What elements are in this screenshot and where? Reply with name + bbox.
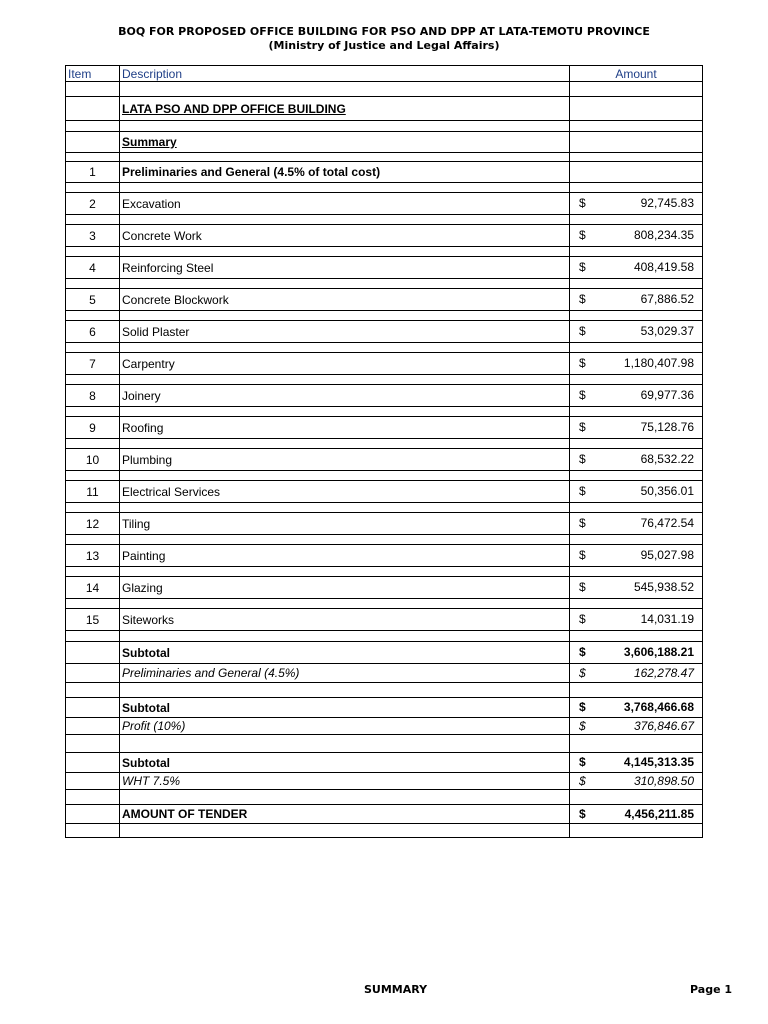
item-amount	[570, 193, 703, 215]
item-number: 8	[66, 385, 120, 407]
item-number: 12	[66, 513, 120, 535]
item-amount	[570, 609, 703, 631]
blank-row	[66, 121, 703, 132]
section-title-row	[66, 97, 703, 121]
amount-value: 4,145,313.35	[623, 755, 694, 769]
total-label: WHT 7.5%	[120, 773, 570, 790]
item-description: Carpentry	[120, 353, 570, 375]
item-amount	[570, 257, 703, 279]
amount-value: 4,456,211.85	[624, 807, 694, 821]
currency-symbol: $	[579, 228, 586, 242]
item-description: Reinforcing Steel	[120, 257, 570, 279]
item-number: 5	[66, 289, 120, 311]
table-row	[66, 353, 703, 375]
total-row	[66, 664, 703, 683]
amount-value: 1,180,407.98	[623, 356, 694, 370]
spacer-row	[66, 439, 703, 449]
item-amount	[570, 353, 703, 375]
table-row	[66, 289, 703, 311]
table-row	[66, 193, 703, 215]
total-label: Subtotal	[120, 642, 570, 664]
total-row	[66, 718, 703, 735]
spacer-row	[66, 735, 703, 753]
spacer-row	[66, 683, 703, 698]
table-row	[66, 577, 703, 599]
table-row	[66, 257, 703, 279]
amount-value: 14,031.19	[640, 612, 694, 626]
item-description: Concrete Blockwork	[120, 289, 570, 311]
amount-value: 67,886.52	[640, 292, 694, 306]
boq-summary-table	[65, 65, 703, 838]
item-description: Excavation	[120, 193, 570, 215]
amount-value: 310,898.50	[633, 774, 694, 788]
item-description: Painting	[120, 545, 570, 567]
footer-sheet-name: SUMMARY	[364, 983, 428, 996]
item-number: 9	[66, 417, 120, 439]
item-description: Joinery	[120, 385, 570, 407]
spacer-row	[66, 311, 703, 321]
table-row	[66, 449, 703, 471]
currency-symbol: $	[579, 666, 586, 680]
item-amount	[570, 513, 703, 535]
currency-symbol: $	[579, 420, 586, 434]
item-amount	[570, 321, 703, 343]
total-amount	[570, 642, 703, 664]
blank-row	[66, 82, 703, 97]
item-description: Plumbing	[120, 449, 570, 471]
item-number: 3	[66, 225, 120, 247]
total-row	[66, 698, 703, 718]
total-amount	[570, 718, 703, 735]
amount-value: 92,745.83	[640, 196, 694, 210]
currency-symbol: $	[579, 484, 586, 498]
item-number: 14	[66, 577, 120, 599]
currency-symbol: $	[579, 196, 586, 210]
spacer-row	[66, 631, 703, 642]
amount-value: 3,768,466.68	[623, 700, 694, 714]
amount-value: 76,472.54	[640, 516, 694, 530]
table-row	[66, 225, 703, 247]
spacer-row	[66, 535, 703, 545]
document-title: BOQ FOR PROPOSED OFFICE BUILDING FOR PSO AND DPP AT LATA-TEMOTU PROVINCE	[118, 25, 650, 38]
currency-symbol: $	[579, 452, 586, 466]
amount-value: 376,846.67	[633, 719, 694, 733]
amount-value: 68,532.22	[640, 452, 694, 466]
currency-symbol: $	[579, 516, 586, 530]
currency-symbol: $	[579, 807, 586, 821]
item-amount	[570, 289, 703, 311]
item-number: 11	[66, 481, 120, 503]
amount-value: 808,234.35	[633, 228, 694, 242]
spacer-row	[66, 407, 703, 417]
amount-value: 3,606,188.21	[623, 645, 694, 659]
column-header-item: Item	[66, 66, 120, 82]
currency-symbol: $	[579, 260, 586, 274]
spacer-row	[66, 279, 703, 289]
amount-value: 162,278.47	[633, 666, 694, 680]
item-amount	[570, 385, 703, 407]
spacer-row	[66, 215, 703, 225]
total-amount	[570, 805, 703, 824]
item-description: Roofing	[120, 417, 570, 439]
total-amount	[570, 753, 703, 773]
table-row	[66, 417, 703, 439]
total-row	[66, 753, 703, 773]
item-number: 15	[66, 609, 120, 631]
currency-symbol: $	[579, 580, 586, 594]
currency-symbol: $	[579, 645, 586, 659]
item-number: 10	[66, 449, 120, 471]
total-amount	[570, 664, 703, 683]
currency-symbol: $	[579, 612, 586, 626]
total-row	[66, 805, 703, 824]
spacer-row	[66, 599, 703, 609]
spacer-row	[66, 503, 703, 513]
item-amount	[570, 577, 703, 599]
item-number: 1	[66, 162, 120, 183]
item-amount	[570, 417, 703, 439]
currency-symbol: $	[579, 548, 586, 562]
spacer-row	[66, 343, 703, 353]
item-amount	[570, 545, 703, 567]
footer-page-number: Page 1	[690, 983, 733, 996]
total-label: Subtotal	[120, 753, 570, 773]
item-description: Concrete Work	[120, 225, 570, 247]
amount-value: 95,027.98	[640, 548, 694, 562]
spacer-row	[66, 567, 703, 577]
table-header-row	[66, 66, 703, 82]
column-header-description: Description	[120, 66, 570, 82]
item-number: 4	[66, 257, 120, 279]
blank-row	[66, 153, 703, 162]
table-row	[66, 385, 703, 407]
table-row	[66, 162, 703, 183]
item-description: Electrical Services	[120, 481, 570, 503]
spacer-row	[66, 247, 703, 257]
amount-value: 53,029.37	[640, 324, 694, 338]
amount-value: 408,419.58	[633, 260, 694, 274]
item-number: 2	[66, 193, 120, 215]
item-number: 6	[66, 321, 120, 343]
spacer-row	[66, 375, 703, 385]
item-amount	[570, 449, 703, 471]
section-title: LATA PSO AND DPP OFFICE BUILDING	[120, 97, 570, 121]
table-row	[66, 513, 703, 535]
item-amount	[570, 225, 703, 247]
summary-label-row	[66, 132, 703, 153]
item-description: Tiling	[120, 513, 570, 535]
currency-symbol: $	[579, 755, 586, 769]
amount-value: 545,938.52	[633, 580, 694, 594]
item-number: 7	[66, 353, 120, 375]
total-row	[66, 642, 703, 664]
item-description: Preliminaries and General (4.5% of total cost)	[120, 162, 570, 183]
currency-symbol: $	[579, 719, 586, 733]
amount-value: 69,977.36	[640, 388, 694, 402]
item-description: Glazing	[120, 577, 570, 599]
total-label: Profit (10%)	[120, 718, 570, 735]
total-label: Subtotal	[120, 698, 570, 718]
currency-symbol: $	[579, 774, 586, 788]
currency-symbol: $	[579, 388, 586, 402]
table-row	[66, 609, 703, 631]
table-row	[66, 481, 703, 503]
spacer-row	[66, 471, 703, 481]
amount-value: 50,356.01	[640, 484, 694, 498]
spacer-row	[66, 824, 703, 838]
document-subtitle: (Ministry of Justice and Legal Affairs)	[268, 39, 500, 52]
item-description: Siteworks	[120, 609, 570, 631]
spacer-row	[66, 790, 703, 805]
summary-label: Summary	[120, 132, 570, 153]
total-amount	[570, 773, 703, 790]
currency-symbol: $	[579, 324, 586, 338]
item-number: 13	[66, 545, 120, 567]
table-row	[66, 545, 703, 567]
column-header-amount: Amount	[570, 66, 703, 82]
currency-symbol: $	[579, 356, 586, 370]
amount-value: 75,128.76	[640, 420, 694, 434]
total-row	[66, 773, 703, 790]
currency-symbol: $	[579, 292, 586, 306]
spacer-row	[66, 183, 703, 193]
table-row	[66, 321, 703, 343]
currency-symbol: $	[579, 700, 586, 714]
total-label: AMOUNT OF TENDER	[120, 805, 570, 824]
total-amount	[570, 698, 703, 718]
total-label: Preliminaries and General (4.5%)	[120, 664, 570, 683]
item-description: Solid Plaster	[120, 321, 570, 343]
item-amount	[570, 481, 703, 503]
